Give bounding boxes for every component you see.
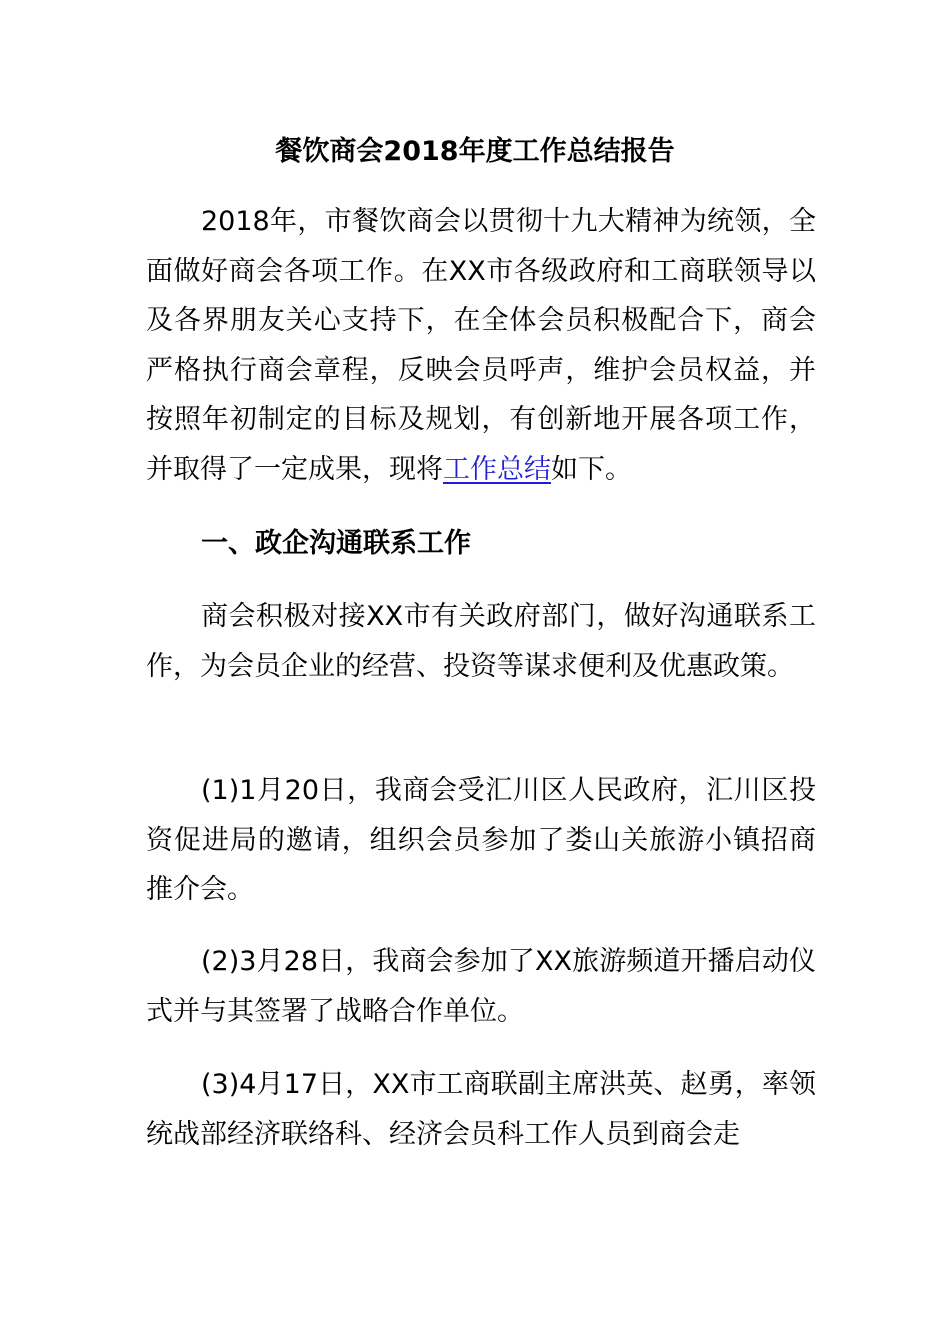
intro-text-after-link: 如下。 [551, 453, 632, 485]
list-item-3: (3)4月17日，XX市工商联副主席洪英、赵勇，率领统战部经济联络科、经济会员科工作人员到商会走 [146, 1069, 816, 1150]
work-summary-link[interactable]: 工作总结 [443, 453, 551, 485]
list-item-1: (1)1月20日，我商会受汇川区人民政府，汇川区投资促进局的邀请，组织会员参加了娄山关旅游小镇招商推介会。 [146, 775, 816, 906]
section-1-paragraph: 商会积极对接XX市有关政府部门，做好沟通联系工作，为会员企业的经营、投资等谋求便利及优惠政策。 [146, 601, 816, 682]
intro-text-before-link: 2018年，市餐饮商会以贯彻十九大精神为统领，全面做好商会各项工作。在XX市各级政府和工商联领导以及各界朋友关心支持下，在全体会员积极配合下，商会严格执行商会章程，反映会员呼声，维护会员权益，并按照年初制定的目标及规划，有创新地开展各项工作，并取得了一定成果，现将 [146, 206, 816, 485]
list-item-2: (2)3月28日，我商会参加了XX旅游频道开播启动仪式并与其签署了战略合作单位。 [146, 946, 816, 1027]
document-title: 餐饮商会2018年度工作总结报告 [275, 136, 675, 167]
section-heading-1: 一、政企沟通联系工作 [201, 528, 471, 559]
intro-paragraph [146, 197, 816, 495]
